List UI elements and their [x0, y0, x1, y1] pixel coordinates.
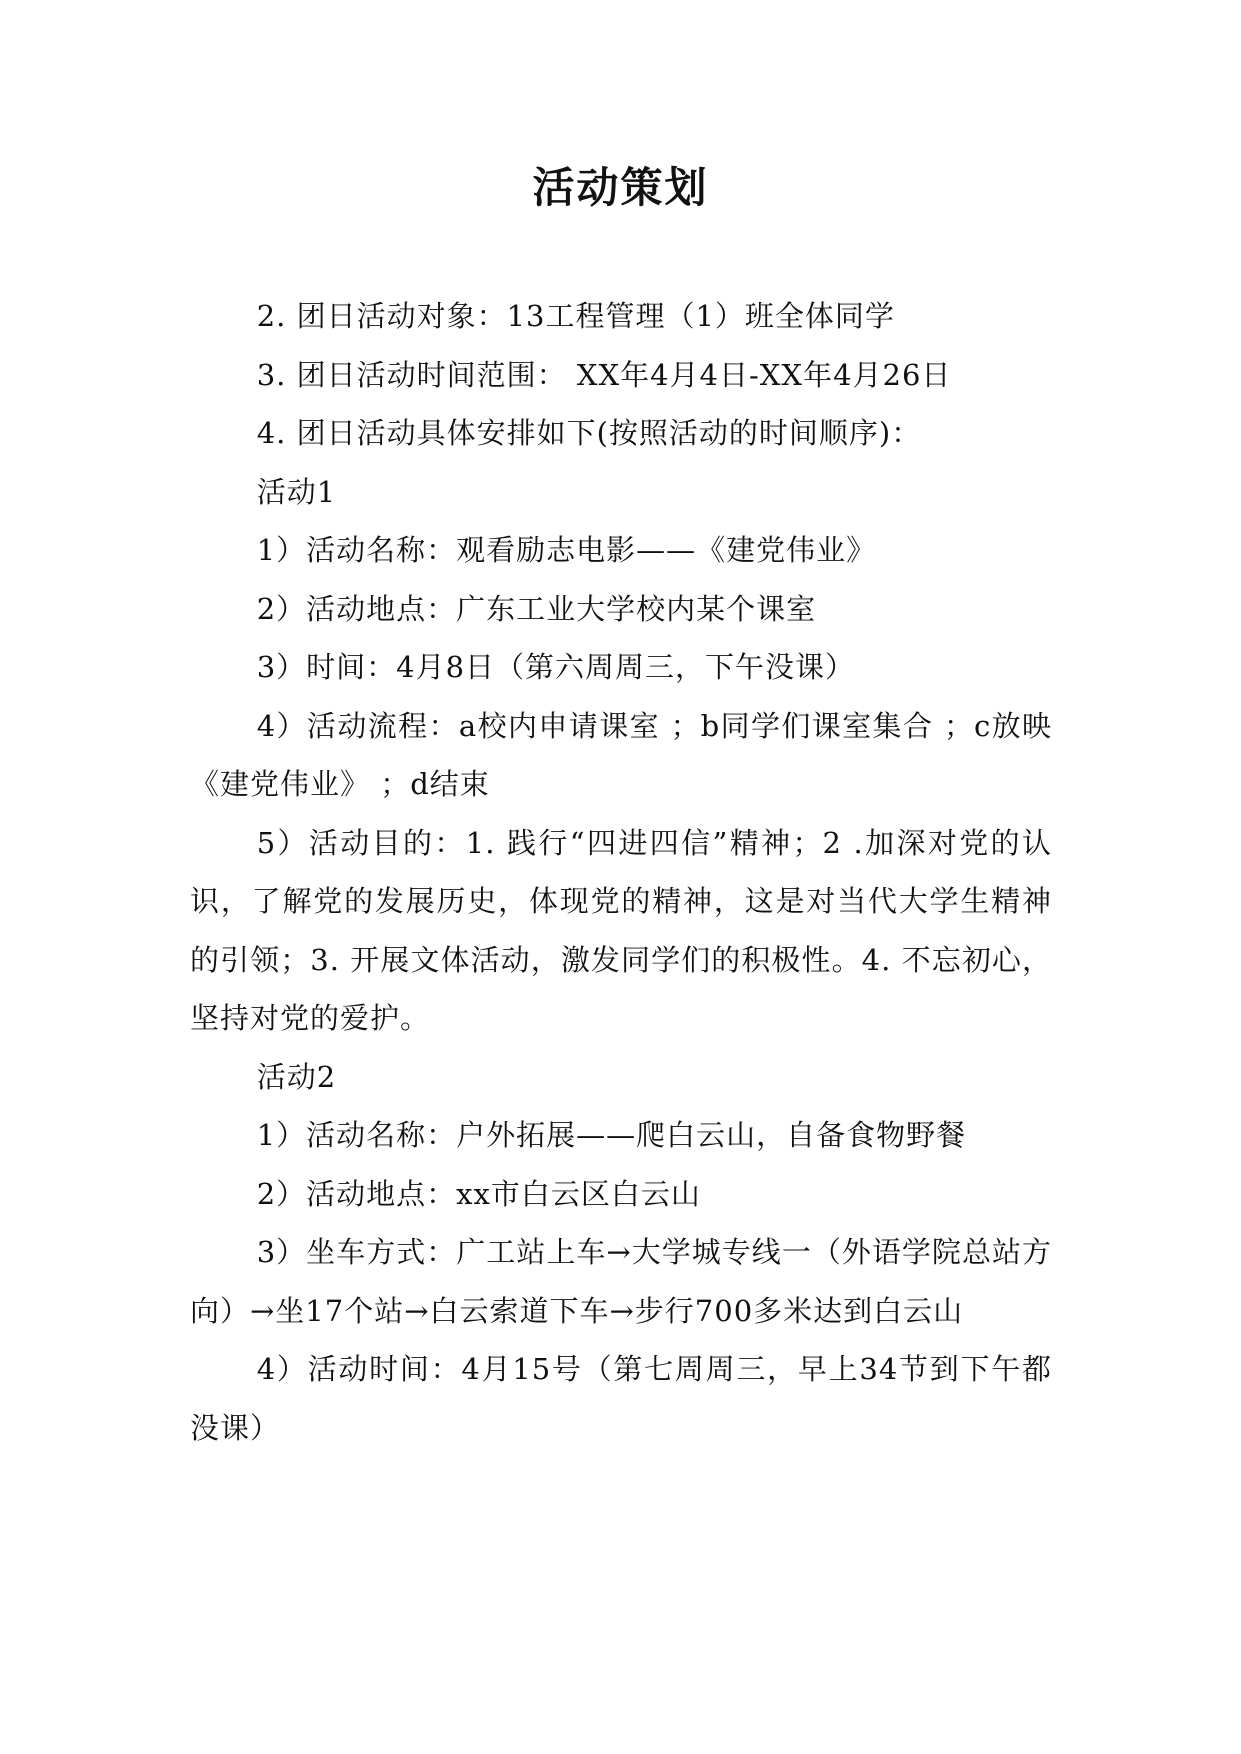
document-body — [190, 287, 1052, 1457]
paragraph-schedule-intro: 4. 团日活动具体安排如下(按照活动的时间顺序)： — [256, 416, 922, 450]
activity-2-name: 1）活动名称：户外拓展——爬白云山，自备食物野餐 — [256, 1118, 967, 1152]
paragraph-time-range: 3. 团日活动时间范围： XX年4月4日-XX年4月26日 — [256, 357, 952, 392]
activity-1-heading: 活动1 — [256, 474, 337, 509]
paragraph-target-audience: 2. 团日活动对象：13工程管理（1）班全体同学 — [256, 299, 895, 333]
activity-1-location: 2）活动地点：广东工业大学校内某个课室 — [256, 591, 817, 626]
activity-2-time: 4）活动时间：4月15号（第七周周三，早上34节到下午都没课） — [190, 1352, 1052, 1445]
activity-2-transport: 3）坐车方式：广工站上车→大学城专线一（外语学院总站方向）→坐17个站→白云索道下车→步行700多米达到白云山 — [190, 1235, 1052, 1328]
document-title: 活动策划 — [532, 163, 709, 212]
activity-2-heading: 活动2 — [256, 1059, 337, 1094]
activity-1-purpose: 5）活动目的：1. 践行“四进四信”精神；2 .加深对党的认识，了解党的发展历史，体现党的精神，这是对当代大学生精神的引领；3. 开展文体活动，激发同学们的积极性。4. 不忘初心，坚持对党的爱护。 — [190, 825, 1052, 1035]
activity-1-name: 1）活动名称：观看励志电影——《建党伟业》 — [256, 533, 877, 567]
activity-2-location: 2）活动地点：xx市白云区白云山 — [256, 1176, 701, 1211]
activity-1-process: 4）活动流程：a校内申请课室 ；b同学们课室集合 ；c放映《建党伟业》 ；d结束 — [190, 708, 1052, 801]
activity-1-time: 3）时间：4月8日（第六周周三，下午没课） — [256, 650, 856, 684]
